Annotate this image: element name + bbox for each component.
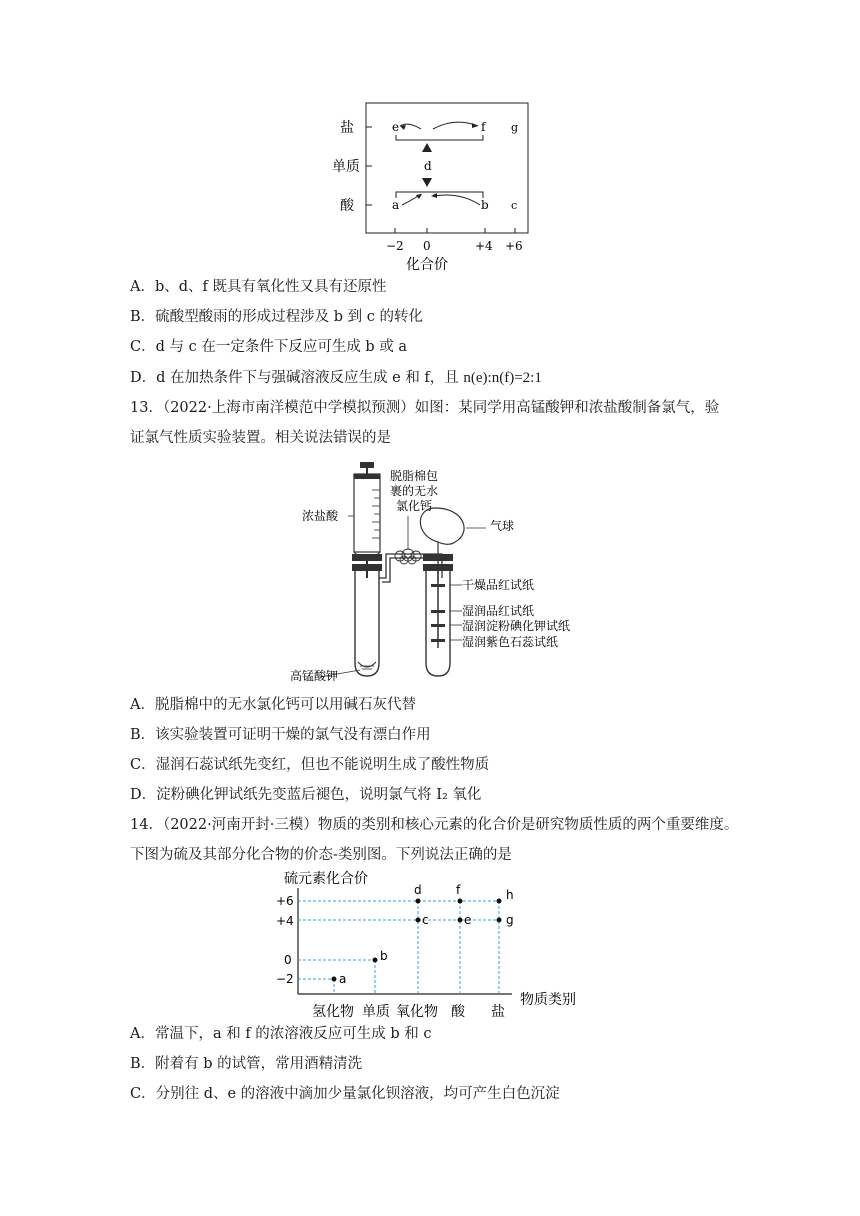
y-tick-4: +4	[276, 914, 294, 928]
tick-neg2: −2	[386, 239, 404, 253]
q13-stem-line2: 证氯气性质实验装置。相关说法错误的是	[130, 430, 391, 446]
tick-pos4: +4	[475, 239, 493, 253]
q12-option-d-text: D．d 在加热条件下与强碱溶液反应生成 e 和 f，且	[130, 370, 459, 386]
x-axis-label: 物质类别	[520, 992, 576, 1008]
label-wet-magenta: 湿润品红试纸	[462, 604, 535, 618]
q12-option-d	[130, 368, 542, 388]
q13-option-c: C．湿润石蕊试纸先变红，但也不能说明生成了酸性物质	[130, 757, 490, 773]
q14-option-b: B．附着有 b 的试管，常用酒精清洗	[130, 1056, 363, 1072]
point-a: a	[392, 198, 400, 212]
label-cotton-2: 裹的无水	[390, 484, 439, 498]
q13-option-d: D．淀粉碘化钾试纸先变蓝后褪色，说明氯气将 I₂ 氧化	[130, 787, 482, 803]
y-tick-6: +6	[276, 894, 294, 908]
category-element: 单质	[362, 1004, 390, 1020]
point-c: c	[422, 913, 429, 927]
label-cotton-3: 氯化钙	[396, 499, 433, 513]
tick-0: 0	[423, 239, 431, 253]
category-oxide: 氧化物	[396, 1004, 438, 1020]
point-f: f	[481, 120, 486, 134]
category-salt: 盐	[491, 1004, 505, 1020]
label-wet-litmus: 湿润紫色石蕊试纸	[462, 635, 559, 649]
q13-option-b: B．该实验装置可证明干燥的氯气没有漂白作用	[130, 727, 431, 743]
q14-option-c: C．分别往 d、e 的溶液中滴加少量氯化钡溶液，均可产生白色沉淀	[130, 1086, 560, 1102]
y-tick-0: 0	[284, 953, 292, 967]
apparatus-diagram	[290, 458, 620, 688]
point-d: d	[414, 883, 422, 897]
category-hydride: 氢化物	[312, 1004, 354, 1020]
point-d: d	[424, 159, 432, 173]
point-g: g	[511, 121, 519, 134]
row-label-salt: 盐	[340, 120, 354, 136]
label-dry-paper: 干燥品红试纸	[462, 578, 535, 592]
point-b: b	[380, 949, 388, 963]
point-e: e	[464, 913, 472, 927]
point-a: a	[339, 972, 347, 986]
label-balloon: 气球	[490, 519, 515, 533]
q12-option-a: A．b、d、f 既具有氧化性又具有还原性	[130, 279, 387, 295]
label-cotton-1: 脱脂棉包	[390, 469, 439, 483]
label-kmno4: 高锰酸钾	[290, 669, 339, 683]
point-f: f	[456, 883, 461, 897]
category-acid: 酸	[451, 1004, 465, 1020]
q12-option-d-formula: n(e):n(f)=2:1	[463, 370, 542, 386]
q13-option-a: A．脱脂棉中的无水氯化钙可以用碱石灰代替	[130, 697, 416, 713]
row-label-acid: 酸	[340, 198, 354, 214]
y-tick-neg2: −2	[276, 972, 294, 986]
label-hcl: 浓盐酸	[302, 509, 339, 523]
q14-stem-line1: 14．（2022·河南开封·三模）物质的类别和核心元素的化合价是研究物质性质的两个重要维度。	[130, 817, 739, 833]
y-axis-label: 硫元素化合价	[284, 871, 368, 887]
valence-diagram	[320, 95, 560, 275]
tick-pos6: +6	[505, 239, 523, 253]
q12-option-b: B．硫酸型酸雨的形成过程涉及 b 到 c 的转化	[130, 309, 423, 325]
sulfur-valence-chart	[270, 866, 620, 1026]
point-e: e	[392, 120, 400, 134]
point-g: g	[506, 913, 514, 927]
point-b: b	[481, 198, 489, 212]
x-axis-label: 化合价	[406, 257, 448, 273]
q12-option-c: C．d 与 c 在一定条件下反应可生成 b 或 a	[130, 339, 408, 355]
point-c: c	[511, 199, 518, 212]
row-label-element: 单质	[332, 159, 360, 175]
q14-stem-line2: 下图为硫及其部分化合物的价态-类别图。下列说法正确的是	[130, 847, 512, 863]
q14-option-a: A．常温下，a 和 f 的浓溶液反应可生成 b 和 c	[130, 1026, 432, 1042]
q13-stem-line1: 13．（2022·上海市南洋模范中学模拟预测）如图：某同学用高锰酸钾和浓盐酸制备氯气，验	[130, 400, 720, 416]
point-h: h	[506, 888, 514, 902]
label-wet-ki: 湿润淀粉碘化钾试纸	[462, 619, 571, 633]
